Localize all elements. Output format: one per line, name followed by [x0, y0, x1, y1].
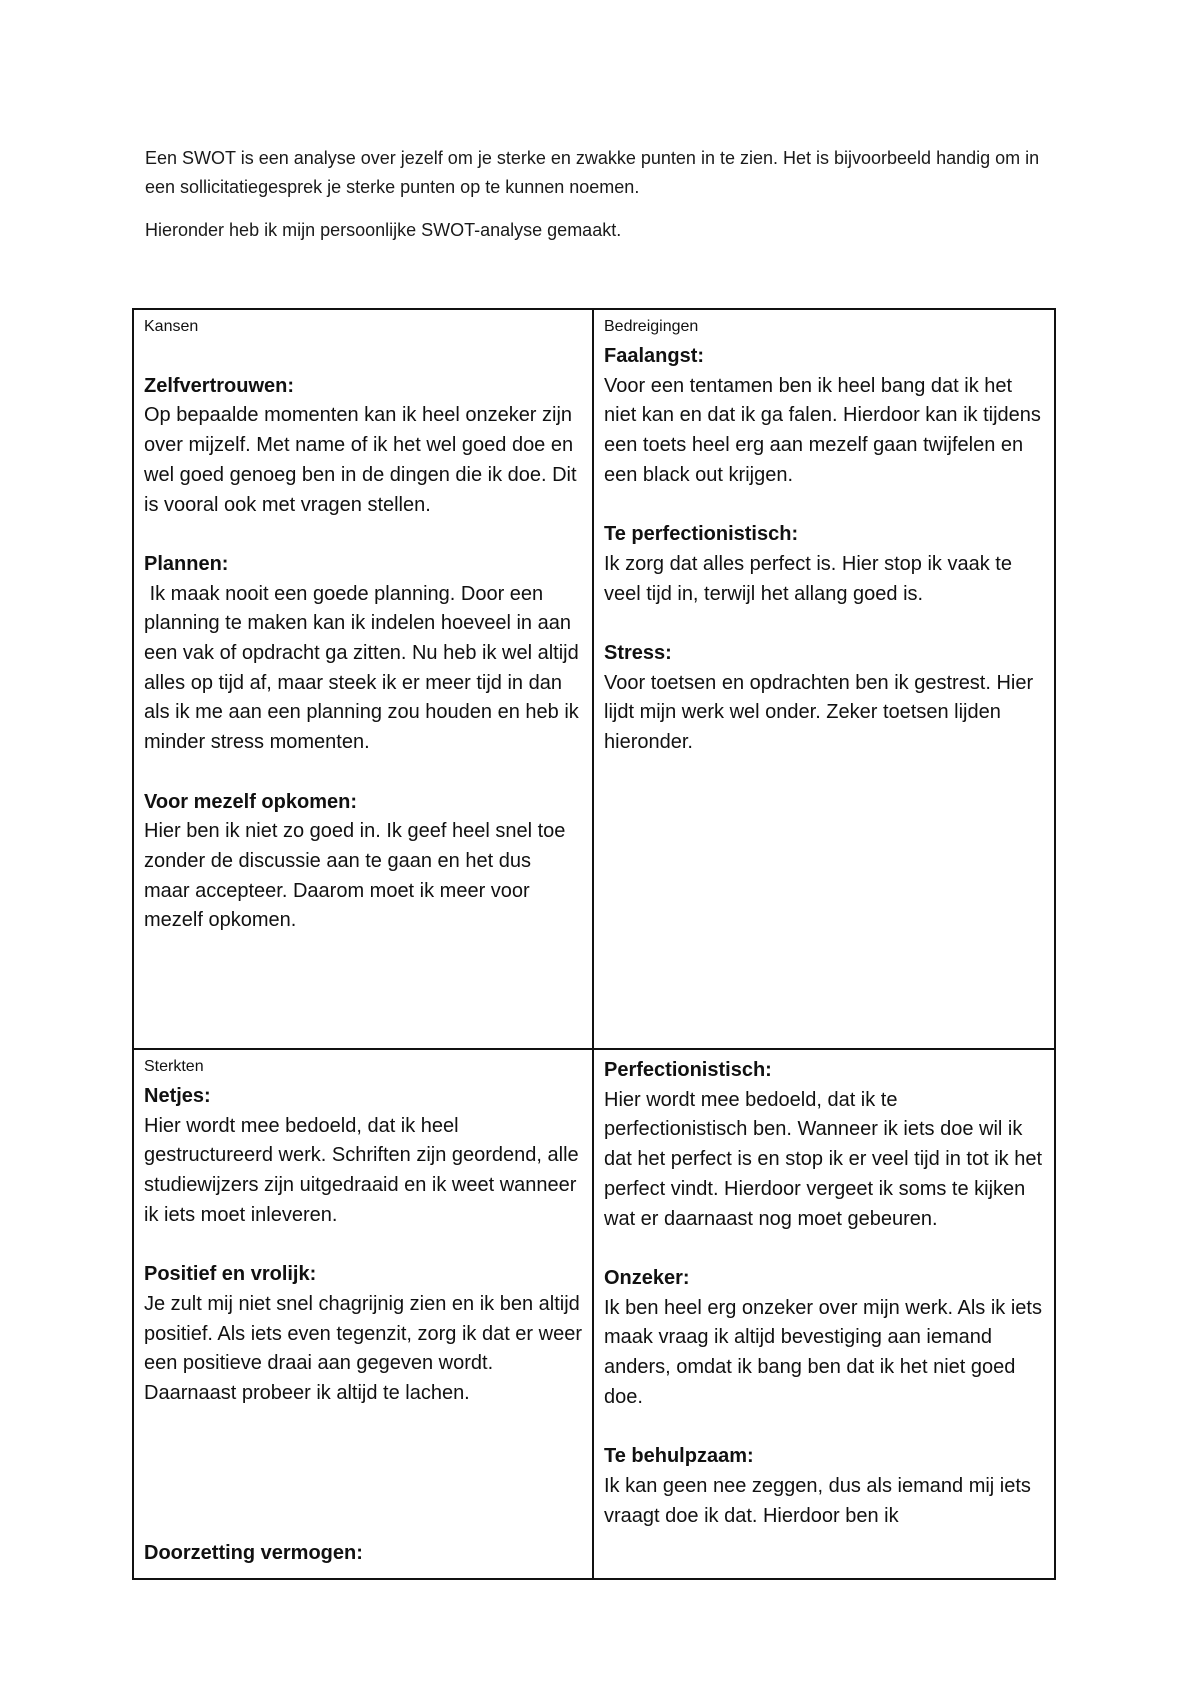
bedreigingen-item-heading: Stress: — [604, 642, 672, 664]
bedreigingen-title: Bedreigingen — [604, 318, 699, 335]
kansen-item — [144, 788, 582, 937]
sterkten-item — [144, 1260, 582, 1409]
zwakten-item — [604, 1442, 1044, 1531]
swot-row-2 — [133, 1049, 1055, 1579]
intro-paragraph-2: Hieronder heb ik mijn persoonlijke SWOT-analyse gemaakt. — [145, 220, 622, 240]
bedreigingen-item-heading: Faalangst: — [604, 345, 705, 367]
sterkten-item-text: Hier wordt mee bedoeld, dat ik heel gestructureerd werk. Schriften zijn geordend, alle studiewijzers zijn uitgedraaid en ik weet wanneer ik iets moet inleveren. — [144, 1114, 579, 1226]
kansen-item-text: Op bepaalde momenten kan ik heel onzeker zijn over mijzelf. Met name of ik het wel goed doe en wel goed genoeg ben in de dingen die ik doe. Dit is vooral ook met vragen stellen. — [144, 404, 577, 516]
kansen-item — [144, 372, 582, 521]
kansen-item-heading: Plannen: — [144, 552, 229, 575]
bedreigingen-item — [604, 342, 1044, 491]
kansen-cell — [133, 309, 593, 1049]
swot-table — [132, 308, 1056, 1580]
bedreigingen-item-text: Voor een tentamen ben ik heel bang dat ik het niet kan en dat ik ga falen. Hierdoor kan ik tijdens een toets heel erg aan mezelf gaan twijfelen en een black out krijgen. — [604, 374, 1041, 486]
sterkten-item-heading: Positief en vrolijk: — [144, 1263, 317, 1286]
sterkten-cell — [133, 1049, 593, 1579]
kansen-item-text: Hier ben ik niet zo goed in. Ik geef heel snel toe zonder de discussie aan te gaan en het dus maar accepteer. Daarom moet ik meer voor mezelf opkomen. — [144, 820, 566, 932]
kansen-title: Kansen — [144, 318, 199, 335]
sterkten-item — [144, 1082, 582, 1231]
kansen-item-heading: Voor mezelf opkomen: — [144, 790, 357, 813]
zwakten-item-text: Ik ben heel erg onzeker over mijn werk. Als ik iets maak vraag ik altijd bevestiging aan iemand anders, omdat ik bang ben dat ik het niet goed doe. — [604, 1296, 1042, 1408]
sterkten-title: Sterkten — [144, 1058, 204, 1075]
bedreigingen-item-text: Voor toetsen en opdrachten ben ik gestrest. Hier lijdt mijn werk wel onder. Zeker toetsen lijden hieronder. — [604, 671, 1034, 754]
bedreigingen-item-heading: Te perfectionistisch: — [604, 523, 799, 546]
zwakten-item-text: Ik kan geen nee zeggen, dus als iemand mij iets vraagt doe ik dat. Hierdoor ben ik — [604, 1474, 1031, 1527]
sterkten-item-heading: Netjes: — [144, 1085, 211, 1107]
zwakten-item-heading: Te behulpzaam: — [604, 1445, 754, 1468]
kansen-item-text: Ik maak nooit een goede planning. Door een planning te maken kan ik indelen hoeveel in aan een vak of opdracht ga zitten. Nu heb ik wel altijd alles op tijd af, maar steek ik er meer tijd in dan als ik me aan een planning zou houden en heb ik minder stress momenten. — [144, 582, 585, 754]
bedreigingen-cell — [593, 309, 1055, 1049]
bedreigingen-item — [604, 639, 1044, 758]
zwakten-item-heading: Perfectionistisch: — [604, 1059, 772, 1081]
zwakten-item — [604, 1264, 1044, 1413]
zwakten-item — [604, 1056, 1044, 1234]
bedreigingen-item-text: Ik zorg dat alles perfect is. Hier stop ik vaak te veel tijd in, terwijl het allang goed is. — [604, 552, 1012, 605]
swot-row-1 — [133, 309, 1055, 1049]
zwakten-item-text: Hier wordt mee bedoeld, dat ik te perfectionistisch ben. Wanneer ik iets doe wil ik dat het perfect is en stop ik er veel tijd in tot ik het perfect vindt. Hierdoor vergeet ik soms te kijken wat er daarnaast nog moet gebeuren. — [604, 1088, 1043, 1230]
intro-paragraph-1: Een SWOT is een analyse over jezelf om je sterke en zwakke punten in te zien. Het is bijvoorbeeld handig om in een sollicitatiegesprek je sterke punten op te kunnen noemen. — [145, 148, 1040, 197]
bedreigingen-item — [604, 520, 1044, 609]
zwakten-cell — [593, 1049, 1055, 1579]
sterkten-item-heading: Doorzetting vermogen: — [144, 1541, 363, 1564]
kansen-item-heading: Zelfvertrouwen: — [144, 374, 295, 397]
zwakten-item-heading: Onzeker: — [604, 1266, 690, 1289]
sterkten-item-text: Je zult mij niet snel chagrijnig zien en ik ben altijd positief. Als iets even tegenzit, zorg ik dat er weer een positieve draai aan gegeven wordt. Daarnaast probeer ik altijd te lachen. — [144, 1292, 582, 1405]
intro — [145, 144, 1065, 259]
sterkten-item — [144, 1539, 582, 1569]
kansen-item — [144, 550, 585, 758]
